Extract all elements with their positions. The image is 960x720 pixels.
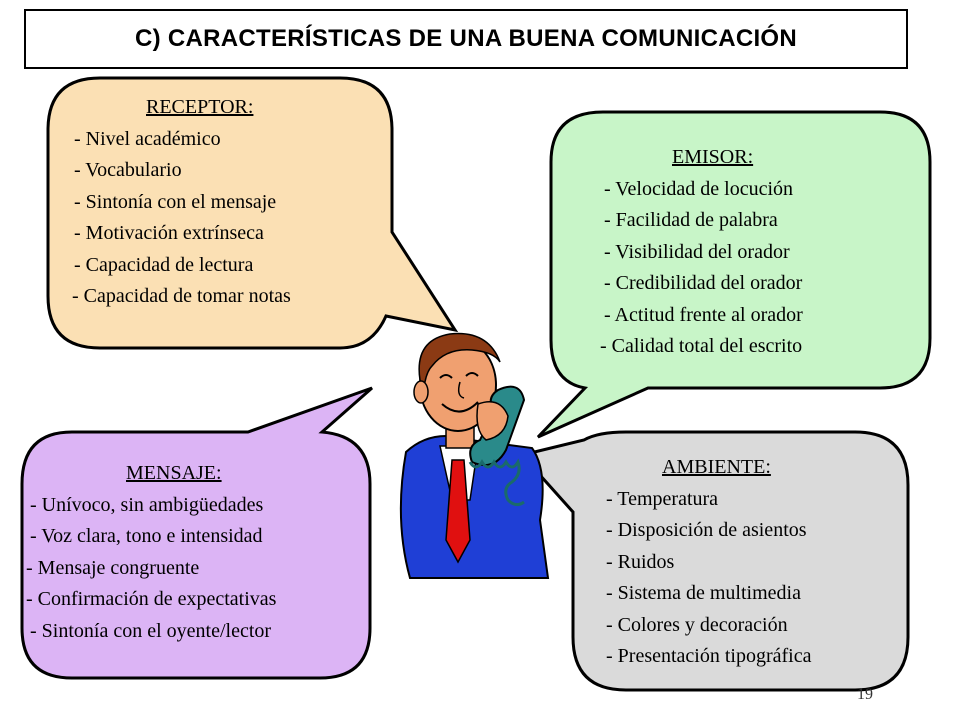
- ambiente-item: - Ruidos: [606, 550, 675, 573]
- man-on-phone-icon: [401, 334, 548, 578]
- receptor-item: - Motivación extrínseca: [74, 222, 264, 244]
- receptor-item: - Vocabulario: [74, 159, 182, 181]
- ambiente-item: - Sistema de multimedia: [606, 582, 801, 604]
- ambiente-heading: AMBIENTE:: [662, 456, 771, 478]
- page-number: 19: [857, 686, 873, 703]
- mensaje-item: - Confirmación de expectativas: [26, 588, 277, 610]
- mensaje-item: - Sintonía con el oyente/lector: [30, 619, 272, 642]
- ambiente-item: - Presentación tipográfica: [606, 645, 812, 667]
- receptor-item: - Capacidad de tomar notas: [72, 285, 291, 307]
- receptor-item: - Capacidad de lectura: [74, 253, 254, 276]
- ambiente-item: - Temperatura: [606, 487, 719, 510]
- receptor-content: [72, 92, 291, 313]
- receptor-item: - Sintonía con el mensaje: [74, 190, 277, 213]
- ambiente-content: [606, 452, 811, 673]
- emisor-content: [600, 142, 803, 363]
- page-title: C) CARACTERÍSTICAS DE UNA BUENA COMUNICACIÓN: [134, 25, 798, 52]
- mensaje-content: [26, 458, 276, 647]
- ambiente-item: - Colores y decoración: [606, 613, 788, 636]
- emisor-item: - Credibilidad del orador: [604, 272, 803, 294]
- mensaje-item: - Voz clara, tono e intensidad: [30, 525, 263, 547]
- emisor-item: - Visibilidad del orador: [604, 240, 790, 263]
- mensaje-item: - Mensaje congruente: [26, 556, 200, 579]
- emisor-item: - Facilidad de palabra: [604, 209, 778, 231]
- emisor-item: - Velocidad de locución: [604, 177, 794, 200]
- emisor-item: - Actitud frente al orador: [604, 303, 803, 326]
- ambiente-item: - Disposición de asientos: [606, 519, 807, 541]
- receptor-heading: RECEPTOR:: [146, 96, 254, 118]
- emisor-item: - Calidad total del escrito: [600, 335, 803, 357]
- receptor-item: - Nivel académico: [74, 127, 221, 150]
- mensaje-heading: MENSAJE:: [126, 462, 222, 484]
- mensaje-item: - Unívoco, sin ambigüedades: [30, 493, 264, 516]
- emisor-heading: EMISOR:: [672, 146, 754, 168]
